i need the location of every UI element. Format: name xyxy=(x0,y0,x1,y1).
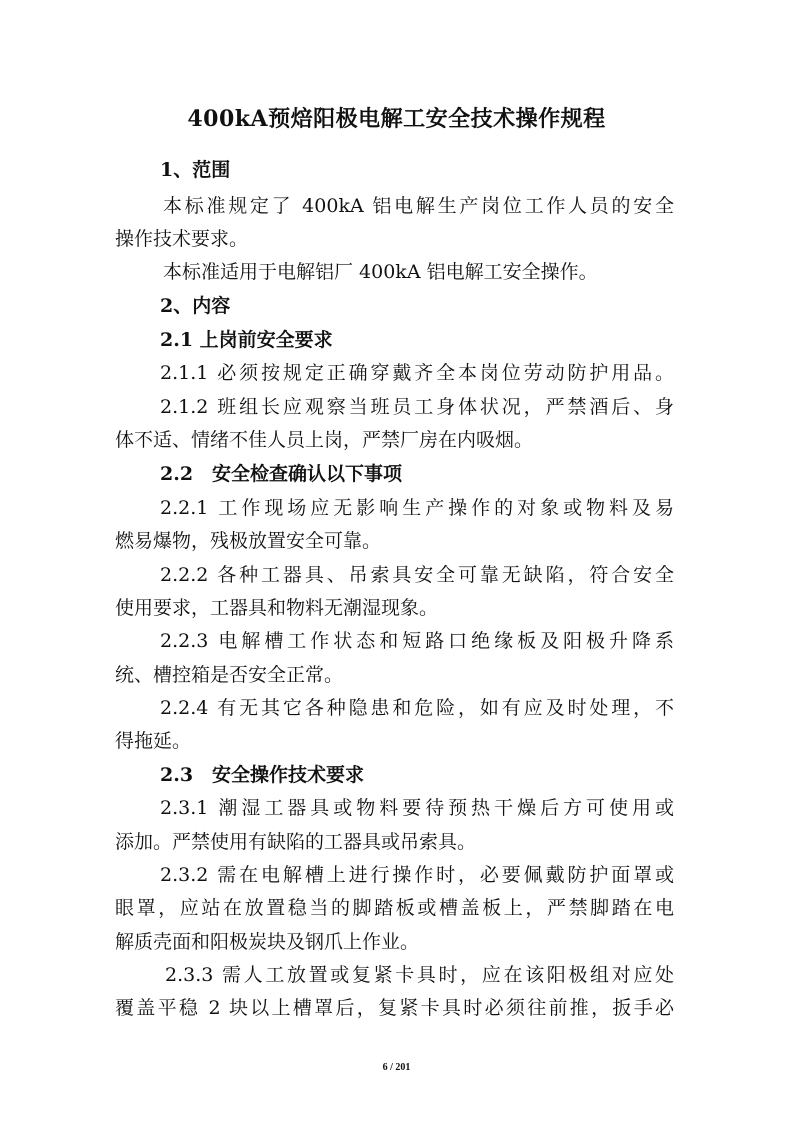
paragraph-line: 眼罩，应站在放置稳当的脚踏板或槽盖板上，严禁脚踏在电 xyxy=(115,897,674,919)
paragraph-line: 2.3.2 需在电解槽上进行操作时，必要佩戴防护面罩或 xyxy=(160,864,674,886)
section-heading: 2.2 安全检查确认以下事项 xyxy=(160,463,403,485)
paragraph-line: 本标准适用于电解铝厂 400kA 铝电解工安全操作。 xyxy=(163,261,598,283)
paragraph-line: 2.1.2 班组长应观察当班员工身体状况，严禁酒后、身 xyxy=(160,396,674,418)
page-number: 6 / 201 xyxy=(382,1062,411,1073)
paragraph-line: 使用要求，工器具和物料无潮湿现象。 xyxy=(115,597,439,619)
paragraph-line: 体不适、情绪不佳人员上岗，严禁厂房在内吸烟。 xyxy=(115,429,534,451)
paragraph-line: 2.3.3 需人工放置或复紧卡具时，应在该阳极组对应处 xyxy=(165,964,674,986)
paragraph-line: 本标准规定了 400kA 铝电解生产岗位工作人员的安全 xyxy=(163,195,674,217)
paragraph-line: 2.3.1 潮湿工器具或物料要待预热干燥后方可使用或 xyxy=(160,797,674,819)
paragraph-line: 2.2.2 各种工器具、吊索具安全可靠无缺陷，符合安全 xyxy=(160,564,674,586)
section-heading: 1、范围 xyxy=(160,159,231,181)
document-title: 400kA预焙阳极电解工安全技术操作规程 xyxy=(187,106,606,132)
paragraph-line: 燃易爆物，残极放置安全可靠。 xyxy=(115,530,382,552)
paragraph-line: 操作技术要求。 xyxy=(115,228,249,250)
paragraph-line: 解质壳面和阳极炭块及钢爪上作业。 xyxy=(115,931,420,953)
paragraph-line: 2.2.3 电解槽工作状态和短路口绝缘板及阳极升降系 xyxy=(160,630,674,652)
paragraph-line: 得拖延。 xyxy=(115,730,192,752)
paragraph-line: 统、槽控箱是否安全正常。 xyxy=(115,664,344,686)
section-heading: 2.3 安全操作技术要求 xyxy=(160,764,365,786)
paragraph-line: 2.2.4 有无其它各种隐患和危险，如有应及时处理，不 xyxy=(160,697,674,719)
section-heading: 2.1 上岗前安全要求 xyxy=(160,329,333,351)
paragraph-line: 添加。严禁使用有缺陷的工器具或吊索具。 xyxy=(115,831,477,853)
paragraph-line: 2.2.1 工作现场应无影响生产操作的对象或物料及易 xyxy=(160,497,674,519)
paragraph-line: 2.1.1 必须按规定正确穿戴齐全本岗位劳动防护用品。 xyxy=(160,362,674,384)
section-heading: 2、内容 xyxy=(160,295,231,317)
paragraph-line: 覆盖平稳 2 块以上槽罩后，复紧卡具时必须往前推，扳手必 xyxy=(115,997,674,1019)
